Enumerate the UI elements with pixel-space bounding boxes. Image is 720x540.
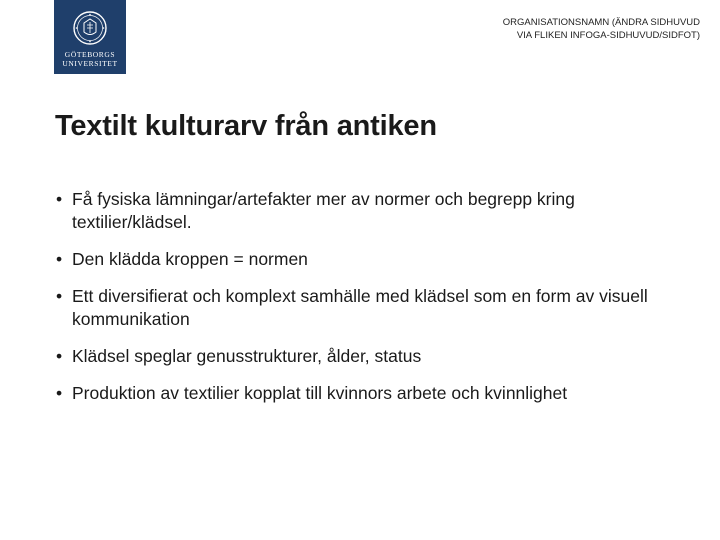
bullet-text: Den klädda kroppen = normen (72, 249, 308, 269)
bullet-icon: • (56, 383, 63, 403)
bullet-item (56, 382, 676, 405)
bullet-text: Ett diversifierat och komplext samhälle med klädsel som en form av visuell kommunikation (72, 286, 648, 329)
bullet-icon: • (56, 346, 63, 366)
bullet-text: Produktion av textilier kopplat till kvinnors arbete och kvinnlighet (72, 383, 568, 403)
bullet-icon: • (56, 286, 63, 306)
bullet-item (56, 248, 676, 271)
bullet-list (56, 188, 676, 419)
bullet-text: Få fysiska lämningar/artefakter mer av normer och begrepp kring textilier/klädsel. (72, 189, 575, 232)
bullet-icon: • (56, 249, 63, 269)
university-logo (54, 0, 126, 74)
logo-line-1: GÖTEBORGS (64, 50, 116, 59)
logo-wordmark (62, 50, 117, 68)
logo-line-2: UNIVERSITET (62, 59, 118, 68)
bullet-icon: • (56, 189, 63, 209)
university-seal-icon (72, 10, 108, 46)
bullet-item (56, 345, 676, 368)
bullet-text: Klädsel speglar genusstrukturer, ålder, status (72, 346, 422, 366)
bullet-item (56, 188, 676, 234)
organization-header: ORGANISATIONSNAMN (ÄNDRA SIDHUVUD VIA FLIKEN INFOGA-SIDHUVUD/SIDFOT) (502, 17, 700, 41)
bullet-item (56, 285, 676, 331)
slide-title: Textilt kulturarv från antiken (55, 110, 437, 142)
